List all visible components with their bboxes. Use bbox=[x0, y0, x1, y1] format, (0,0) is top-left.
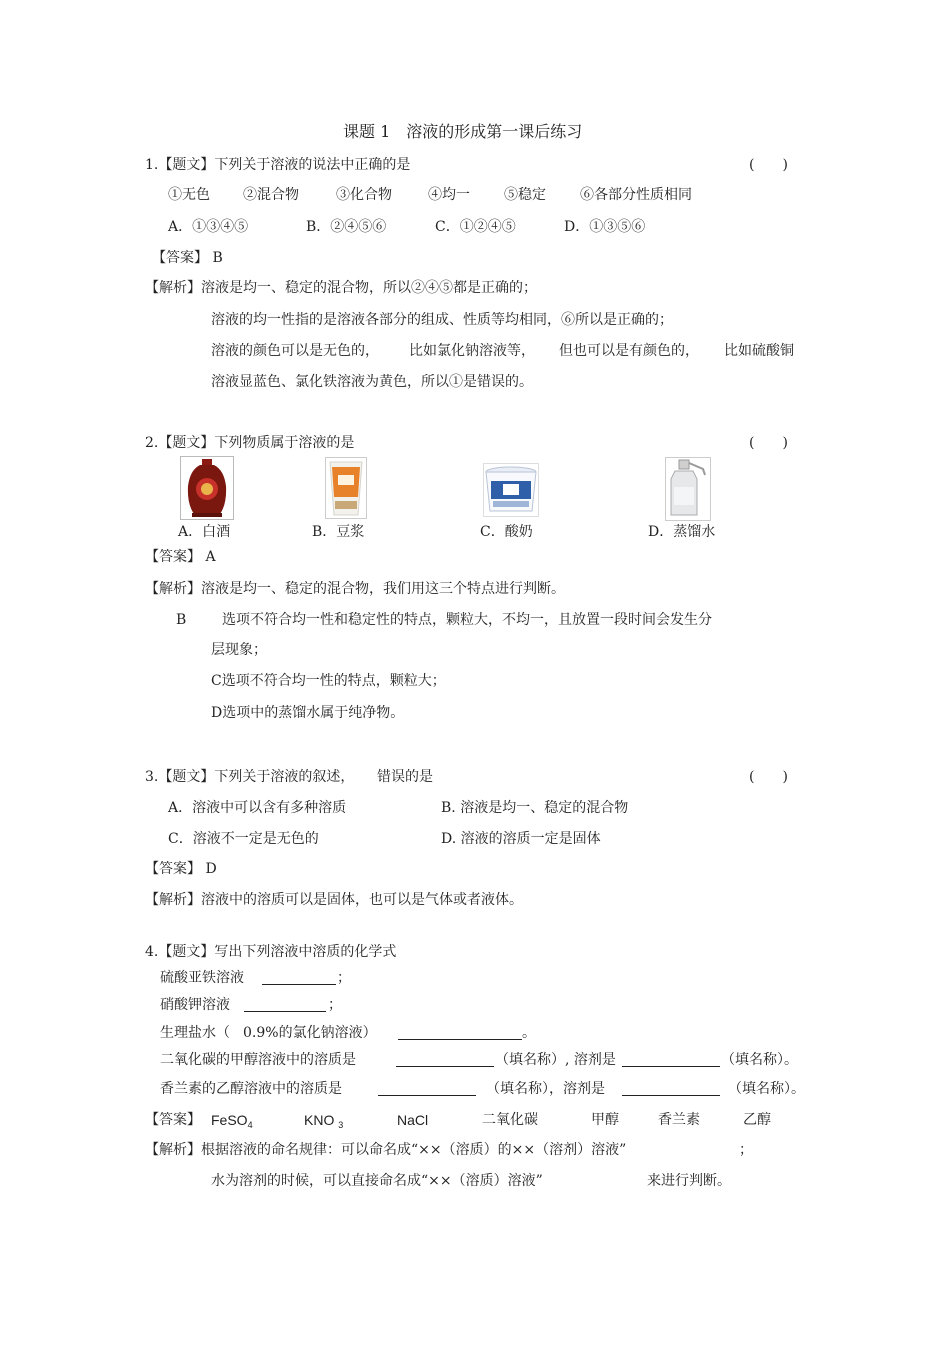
yogurt-tub-image bbox=[483, 463, 539, 517]
q1-answer: 【答案】 B bbox=[152, 250, 223, 266]
q4-answer-vanillin: 香兰素 bbox=[658, 1112, 700, 1128]
q4-answer-subscript: 4 bbox=[247, 1120, 253, 1130]
q1-option-b: B．②④⑤⑥ bbox=[306, 219, 387, 235]
q1-analysis: 溶液的颜色可以是无色的， bbox=[211, 343, 379, 359]
q1-option-c: C．①②④⑤ bbox=[435, 219, 516, 235]
q1-item: ⑤稳定 bbox=[504, 187, 546, 203]
q1-item: ④均一 bbox=[428, 187, 470, 203]
q4-answer-feso4 bbox=[211, 1111, 253, 1134]
q1-stem: 1.【题文】下列关于溶液的说法中正确的是 bbox=[145, 157, 411, 173]
q1-item: ③化合物 bbox=[336, 187, 392, 203]
q3-stem: 3.【题文】下列关于溶液的叙述， bbox=[145, 769, 355, 785]
q4-answer-subscript: 3 bbox=[338, 1120, 344, 1130]
q1-item: ①无色 bbox=[168, 187, 210, 203]
q1-analysis: 【解析】溶液是均一、稳定的混合物，所以②④⑤都是正确的； bbox=[145, 280, 537, 296]
q4-line-saline-detail: 0.9%的氯化钠溶液） bbox=[243, 1025, 377, 1041]
q4-line-co2-methanol: 二氧化碳的甲醇溶液中的溶质是 bbox=[160, 1052, 356, 1068]
q4-semicolon: ； bbox=[337, 970, 351, 986]
q2-option-c: C．酸奶 bbox=[480, 524, 533, 540]
q1-item: ⑥各部分性质相同 bbox=[580, 187, 692, 203]
q4-analysis: 水为溶剂的时候，可以直接命名成“××（溶质）溶液” bbox=[211, 1173, 543, 1189]
q4-answer-text: KNO bbox=[304, 1112, 335, 1128]
q2-analysis: D选项中的蒸馏水属于纯净物。 bbox=[211, 705, 405, 721]
q4-blank-5[interactable] bbox=[622, 1052, 720, 1067]
q2-option-a: A．白酒 bbox=[178, 524, 231, 540]
q4-blank-6[interactable] bbox=[378, 1081, 476, 1096]
q4-blank-3[interactable] bbox=[398, 1025, 522, 1040]
q2-option-b: B．豆浆 bbox=[312, 524, 365, 540]
q4-fill-name: （填名称）。 bbox=[721, 1052, 798, 1068]
q1-analysis: 溶液显蓝色、氯化铁溶液为黄色，所以①是错误的。 bbox=[211, 374, 533, 390]
q4-blank-2[interactable] bbox=[244, 997, 326, 1012]
q3-option-a: A．溶液中可以含有多种溶质 bbox=[168, 800, 347, 816]
q2-analysis: 选项不符合均一性和稳定性的特点，颗粒大，不均一，且放置一段时间会发生分 bbox=[222, 612, 712, 628]
q3-answer-paren: ( ) bbox=[749, 769, 788, 785]
q1-analysis: 溶液的均一性指的是溶液各部分的组成、性质等均相同，⑥所以是正确的； bbox=[211, 312, 673, 328]
q4-answer-co2: 二氧化碳 bbox=[482, 1112, 538, 1128]
q4-analysis: 【解析】根据溶液的命名规律：可以命名成“××（溶质）的××（溶剂）溶液” bbox=[145, 1142, 627, 1158]
q2-stem: 2.【题文】下列物质属于溶液的是 bbox=[145, 435, 355, 451]
q4-semicolon: ； bbox=[328, 997, 342, 1013]
q4-line-vanillin-ethanol: 香兰素的乙醇溶液中的溶质是 bbox=[160, 1081, 342, 1097]
q4-answer-kno3 bbox=[304, 1111, 343, 1134]
q2-option-d: D．蒸馏水 bbox=[648, 524, 716, 540]
q1-item: ②混合物 bbox=[243, 187, 299, 203]
q4-blank-4[interactable] bbox=[396, 1052, 494, 1067]
q3-analysis: 【解析】溶液中的溶质可以是固体，也可以是气体或者液体。 bbox=[145, 892, 523, 908]
q3-stem: 错误的是 bbox=[377, 769, 433, 785]
q2-analysis: 【解析】溶液是均一、稳定的混合物，我们用这三个特点进行判断。 bbox=[145, 581, 565, 597]
q2-answer-paren: ( ) bbox=[749, 435, 788, 451]
q1-analysis: 但也可以是有颜色的， bbox=[559, 343, 699, 359]
q3-answer: 【答案】 D bbox=[145, 861, 217, 877]
q3-option-c: C．溶液不一定是无色的 bbox=[168, 831, 319, 847]
q4-analysis: 来进行判断。 bbox=[647, 1173, 731, 1189]
q4-blank-1[interactable] bbox=[262, 970, 336, 985]
q4-fill-name: （填名称）。 bbox=[728, 1081, 805, 1097]
q4-answer-ethanol: 乙醇 bbox=[743, 1112, 771, 1128]
q4-analysis: ； bbox=[739, 1142, 753, 1158]
q1-analysis: 比如硫酸铜 bbox=[724, 343, 794, 359]
q4-line-ferrous-sulfate: 硫酸亚铁溶液 bbox=[160, 970, 244, 986]
q4-line-saline: 生理盐水（ bbox=[160, 1025, 230, 1041]
q2-answer: 【答案】 A bbox=[145, 549, 216, 565]
q4-line-potassium-nitrate: 硝酸钾溶液 bbox=[160, 997, 230, 1013]
q2-analysis: B bbox=[176, 612, 187, 628]
q1-option-d: D．①③⑤⑥ bbox=[564, 219, 646, 235]
q4-answer-nacl: NaCl bbox=[397, 1112, 429, 1128]
page-title: 课题 1 溶液的形成第一课后练习 bbox=[343, 122, 583, 141]
soymilk-cup-image bbox=[325, 457, 367, 519]
q4-answer-methanol: 甲醇 bbox=[591, 1112, 619, 1128]
q4-fill-name: （填名称）, 溶剂是 bbox=[495, 1052, 616, 1068]
baijiu-jar-image bbox=[180, 456, 234, 520]
q4-answer-text: FeSO bbox=[211, 1112, 248, 1128]
q1-answer-paren: ( ) bbox=[749, 157, 788, 173]
q4-answer-label: 【答案】 bbox=[145, 1112, 201, 1128]
q4-fill-name: （填名称），溶剂是 bbox=[486, 1081, 605, 1097]
q4-period: 。 bbox=[522, 1025, 536, 1041]
distilled-water-bottle-image bbox=[665, 457, 711, 521]
q2-analysis: C选项不符合均一性的特点，颗粒大； bbox=[211, 673, 446, 689]
q1-option-a: A．①③④⑤ bbox=[168, 219, 249, 235]
q1-analysis: 比如氯化钠溶液等， bbox=[409, 343, 535, 359]
q4-blank-7[interactable] bbox=[622, 1081, 720, 1096]
q3-option-d: D. 溶液的溶质一定是固体 bbox=[441, 831, 601, 847]
q3-option-b: B. 溶液是均一、稳定的混合物 bbox=[441, 800, 629, 816]
q2-analysis: 层现象； bbox=[211, 642, 267, 658]
q4-stem: 4.【题文】写出下列溶液中溶质的化学式 bbox=[145, 944, 397, 960]
